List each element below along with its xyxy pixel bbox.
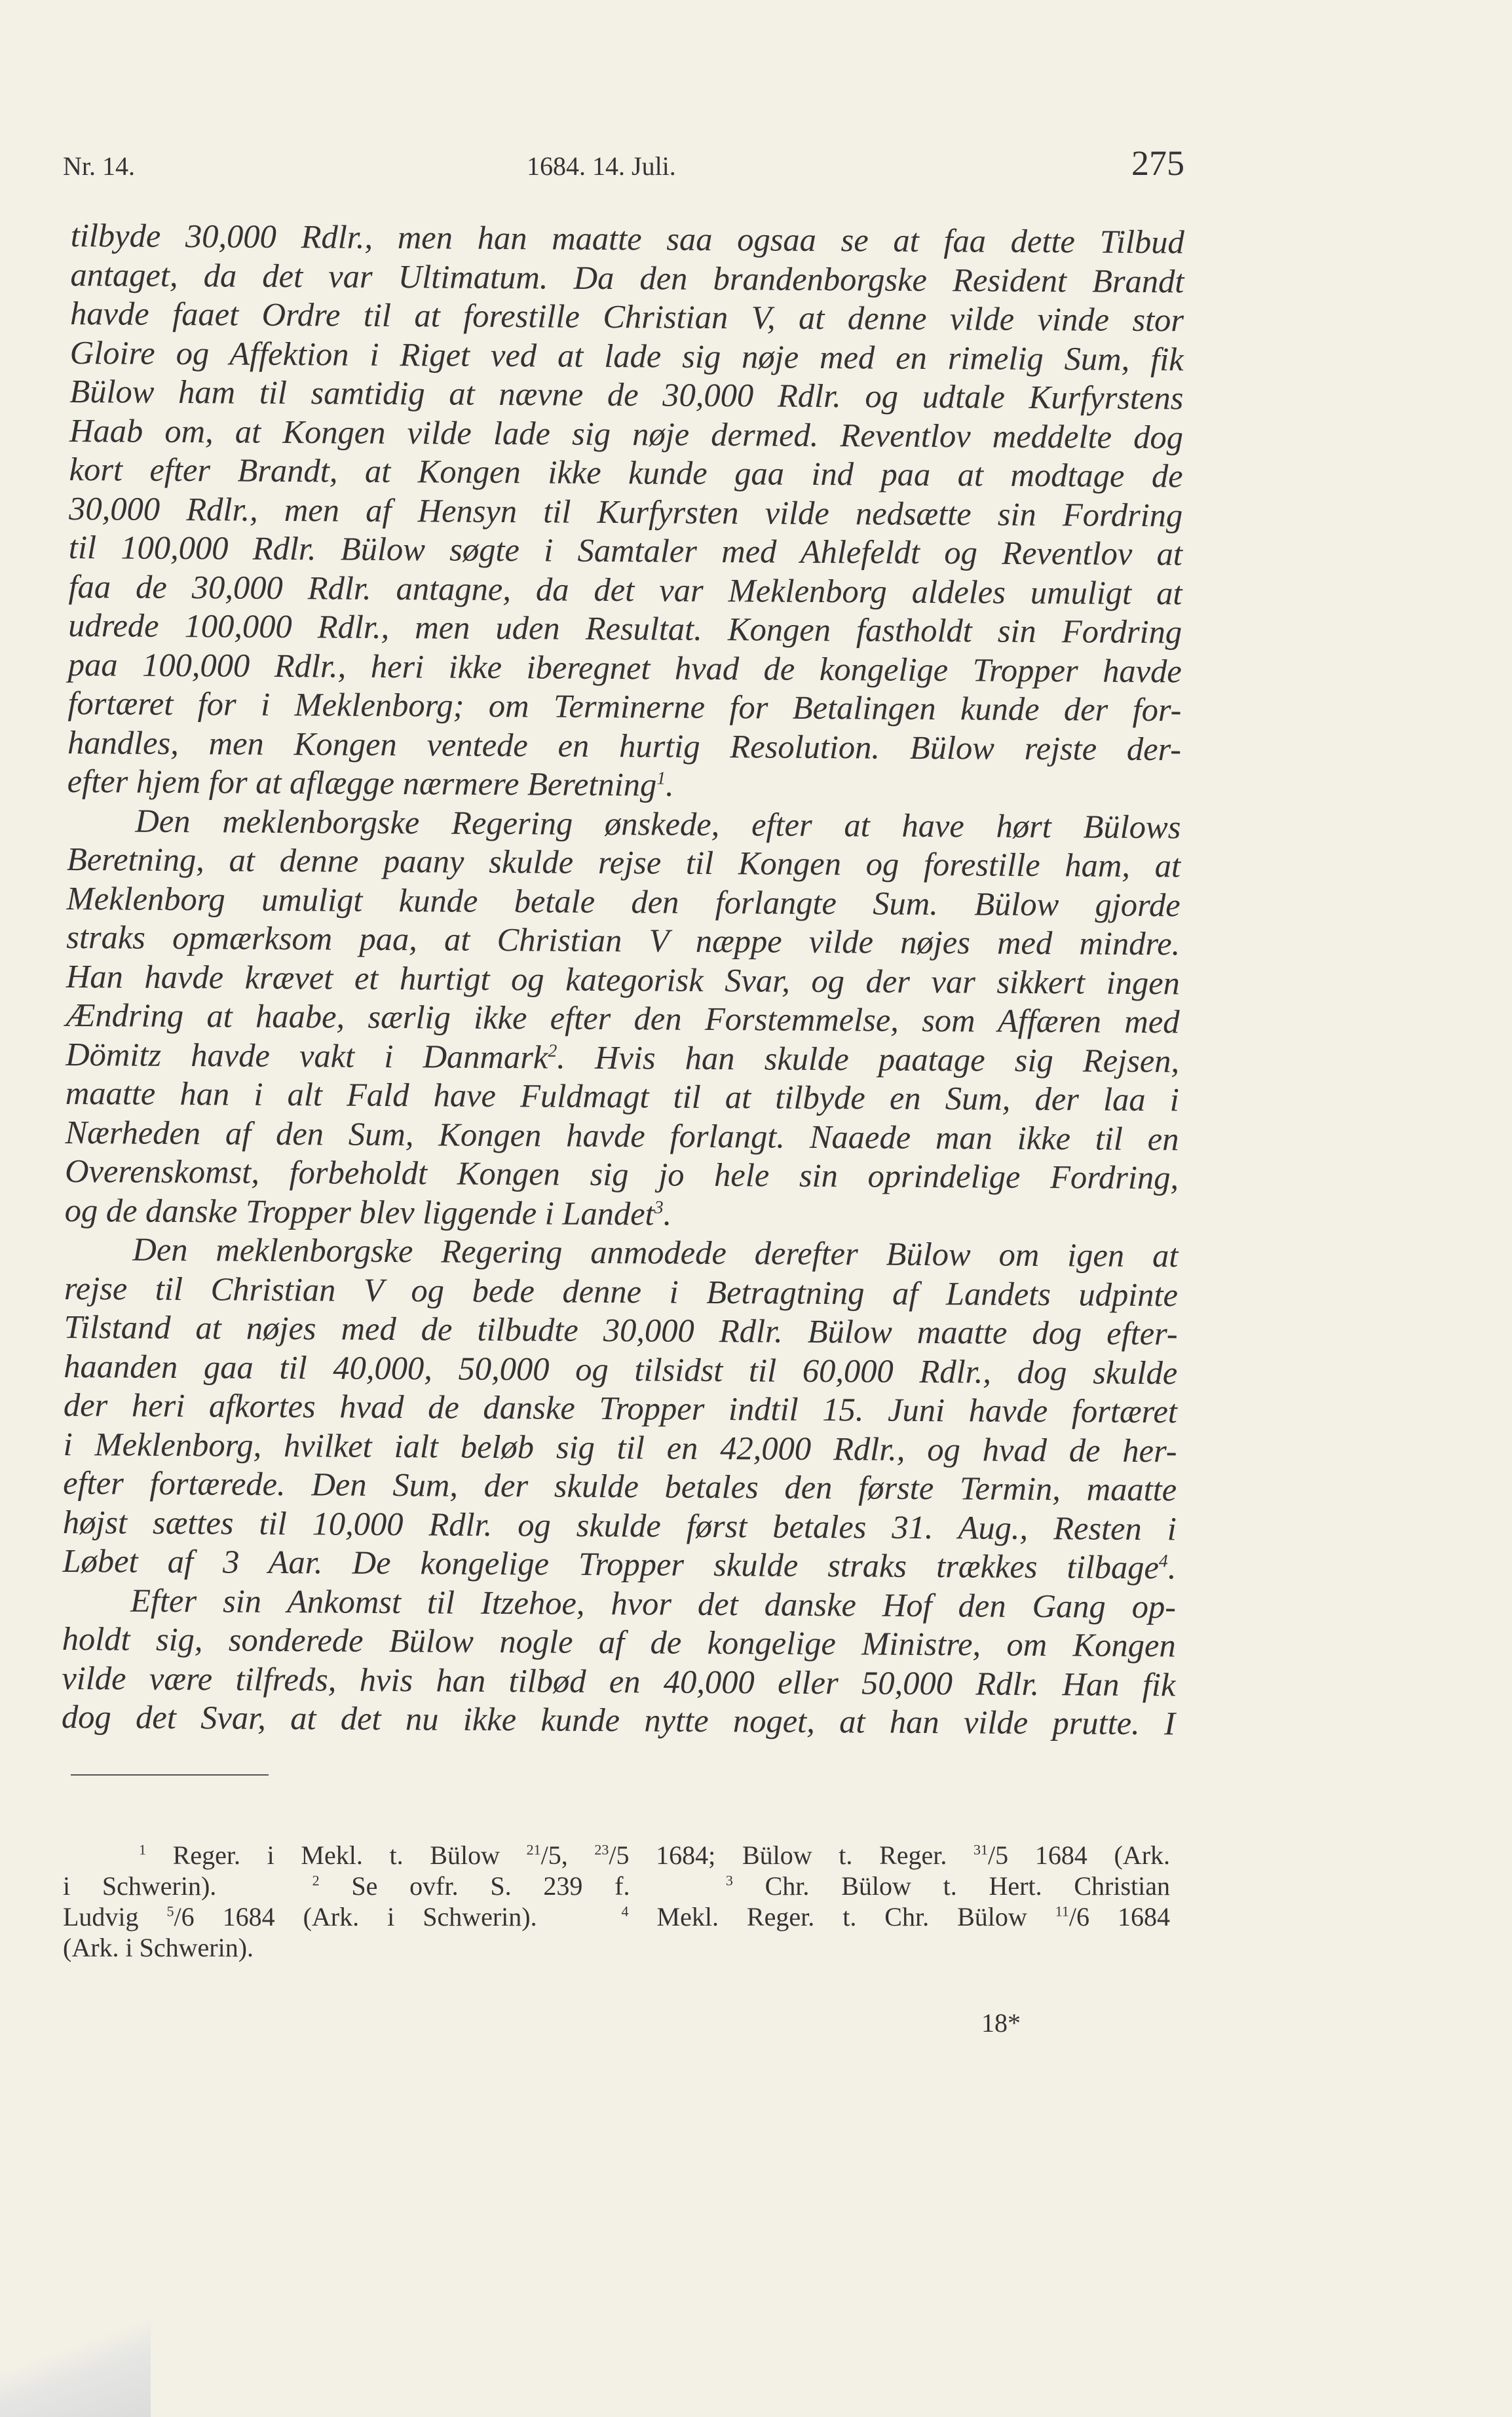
- date-superscript: 5: [166, 1903, 174, 1920]
- footnote-text: /6 1684 (Ark. i Schwerin).: [174, 1902, 537, 1932]
- text-line: antaget, da det var Ultimatum. Da den brandenborgske Resident Brandt: [70, 256, 1184, 299]
- footnote-divider: [71, 1774, 269, 1776]
- text-line: der heri afkortes hvad de danske Tropper indtil 15. Juni havde fortæret: [63, 1386, 1178, 1430]
- text-line: Bülow ham til samtidig at nævne de 30,000 Rdlr. og udtale Kurfyrstens: [69, 372, 1184, 417]
- footnote-marker: 4: [621, 1903, 629, 1920]
- footnote-marker: 1: [139, 1841, 146, 1858]
- text-line: paa 100,000 Rdlr., heri ikke iberegnet hvad de kongelige Tropper havde: [67, 645, 1182, 689]
- text-line: udrede 100,000 Rdlr., men uden Resultat. Kongen fastholdt sin Fordring: [68, 606, 1182, 651]
- date-superscript: 31: [973, 1841, 989, 1858]
- footnote-ref: 1: [656, 768, 666, 789]
- text-line: straks opmærksom paa, at Christian V næppe vilde nøjes med mindre.: [66, 918, 1181, 962]
- text-line: Efter sin Ankomst til Itzehoe, hvor det danske Hof den Gang op-: [130, 1582, 1177, 1625]
- text-line: efter fortærede. Den Sum, der skulde betales den første Termin, maatte: [63, 1464, 1177, 1508]
- footnote-text: /5 1684; Bülow t. Reger.: [609, 1840, 974, 1870]
- footnote-text: Se ovfr. S. 239 f.: [351, 1871, 630, 1901]
- date-superscript: 11: [1055, 1903, 1069, 1920]
- footnote-ref: 2: [548, 1040, 558, 1061]
- date-superscript: 21: [526, 1841, 541, 1858]
- main-text: [62, 216, 1184, 1743]
- text-segment: og de danske Tropper blev liggende i Landet: [64, 1191, 654, 1232]
- footnote-line: [63, 1840, 1170, 1871]
- text-segment: efter hjem for at aflægge nærmere Beretning: [67, 762, 657, 803]
- footnote-text: i Schwerin).: [63, 1871, 217, 1901]
- text-line: Ændring at haabe, særlig ikke efter den Forstemmelse, som Affæren med: [66, 996, 1180, 1040]
- text-line: efter hjem for at aflægge nærmere Beretning$^1$.: [67, 762, 674, 803]
- text-line: kort efter Brandt, at Kongen ikke kunde gaa ind paa at modtage de: [69, 450, 1183, 495]
- text-line: haanden gaa til 40,000, 50,000 og tilsidst til 60,000 Rdlr., dog skulde: [64, 1347, 1178, 1391]
- date-superscript: 23: [594, 1841, 609, 1858]
- text-line: holdt sig, sonderede Bülow nogle af de kongelige Ministre, om Kongen: [62, 1620, 1176, 1664]
- text-line: Overenskomst, forbeholdt Kongen sig jo hele sin oprindelige Fordring,: [64, 1152, 1179, 1196]
- text-line: 30,000 Rdlr., men af Hensyn til Kurfyrsten vilde nedsætte sin Fordring: [69, 489, 1183, 533]
- text-line: rejse til Christian V og bede denne i Betragtning af Landets udpinte: [64, 1269, 1179, 1313]
- footnote-line: [63, 1901, 1170, 1932]
- text-segment: Løbet af 3 Aar. De kongelige Tropper skulde straks trækkes tilbage: [62, 1542, 1160, 1586]
- text-line: handles, men Kongen ventede en hurtig Resolution. Bülow rejste der-: [67, 723, 1182, 767]
- footnote-ref: 4: [1158, 1551, 1168, 1572]
- footnote-marker: 2: [312, 1872, 320, 1889]
- text-line: og de danske Tropper blev liggende i Landet$^3$.: [64, 1191, 672, 1232]
- footnote-text: Reger. i Mekl. t. Bülow: [172, 1840, 527, 1870]
- binding-shadow: [0, 2306, 151, 2417]
- footnote-text: /5,: [540, 1840, 595, 1870]
- footnote-line: [63, 1871, 1170, 1901]
- footnotes: [63, 1840, 1170, 1963]
- text-line: Han havde krævet et hurtigt og kategorisk Svar, og der var sikkert ingen: [66, 957, 1181, 1001]
- text-line: Løbet af 3 Aar. De kongelige Tropper skulde straks trækkes tilbage$^4$.: [62, 1542, 1177, 1586]
- text-line: fortæret for i Meklenborg; om Terminerne for Betalingen kunde der for-: [67, 684, 1182, 729]
- footnote-text: Chr. Bülow t. Hert. Christian: [765, 1871, 1171, 1901]
- header-number: Nr. 14.: [63, 151, 135, 181]
- text-line: Den meklenborgske Regering ønskede, efter at have hørt Bülows: [135, 802, 1181, 845]
- text-line: Meklenborg umuligt kunde betale den forlangte Sum. Bülow gjorde: [66, 879, 1181, 923]
- footnote-text: Ludvig: [63, 1902, 167, 1932]
- text-line: Tilstand at nøjes med de tilbudte 30,000 Rdlr. Bülow maatte dog efter-: [64, 1308, 1178, 1352]
- footnote-text: /6 1684: [1068, 1902, 1171, 1932]
- text-line: vilde være tilfreds, hvis han tilbød en 40,000 eller 50,000 Rdlr. Han fik: [62, 1659, 1176, 1703]
- signature-mark: 18*: [981, 2008, 1021, 2038]
- header-date: 1684. 14. Juli.: [527, 151, 676, 181]
- text-line: til 100,000 Rdlr. Bülow søgte i Samtaler med Ahlefeldt og Reventlov at: [68, 528, 1183, 573]
- text-line: Den meklenborgske Regering anmodede derefter Bülow om igen at: [132, 1230, 1179, 1274]
- text-line: Beretning, at denne paany skulde rejse til Kongen og forestille ham, at: [66, 840, 1181, 885]
- text-line: højst sættes til 10,000 Rdlr. og skulde først betales 31. Aug., Resten i: [62, 1503, 1177, 1547]
- text-line: tilbyde 30,000 Rdlr., men han maatte saa ogsaa se at faa dette Tilbud: [70, 216, 1184, 261]
- footnote-line: (Ark. i Schwerin).: [63, 1933, 254, 1962]
- text-line: maatte han i alt Fald have Fuldmagt til at tilbyde en Sum, der laa i: [65, 1074, 1179, 1118]
- text-line: faa de 30,000 Rdlr. antagne, da det var Meklenborg aldeles umuligt at: [68, 567, 1182, 611]
- text-line: havde faaet Ordre til at forestille Christian V, at denne vilde vinde stor: [69, 294, 1184, 339]
- footnote-text: Mekl. Reger. t. Chr. Bülow: [656, 1902, 1055, 1932]
- running-header: [63, 145, 1184, 191]
- text-line: i Meklenborg, hvilket ialt beløb sig til en 42,000 Rdlr., og hvad de her-: [63, 1425, 1177, 1469]
- footnote-marker: 3: [725, 1872, 733, 1889]
- text-line: Haab om, at Kongen vilde lade sig nøje dermed. Reventlov meddelte dog: [69, 411, 1184, 455]
- text-line: Nærheden af den Sum, Kongen havde forlangt. Naaede man ikke til en: [65, 1113, 1179, 1157]
- text-line: [66, 1035, 1179, 1080]
- text-segment: Dömitz havde vakt i Danmark: [66, 1035, 548, 1075]
- text-line: dog det Svar, at det nu ikke kunde nytte noget, at han vilde prutte. I: [61, 1698, 1176, 1742]
- text-line: Gloire og Affektion i Riget ved at lade sig nøje med en rimelig Sum, fik: [69, 333, 1184, 377]
- text-segment: . Hvis han skulde paatage sig Rejsen,: [557, 1038, 1180, 1079]
- page-number: 275: [1131, 143, 1184, 183]
- footnote-ref: 3: [654, 1197, 664, 1218]
- footnote-text: /5 1684 (Ark.: [988, 1840, 1171, 1870]
